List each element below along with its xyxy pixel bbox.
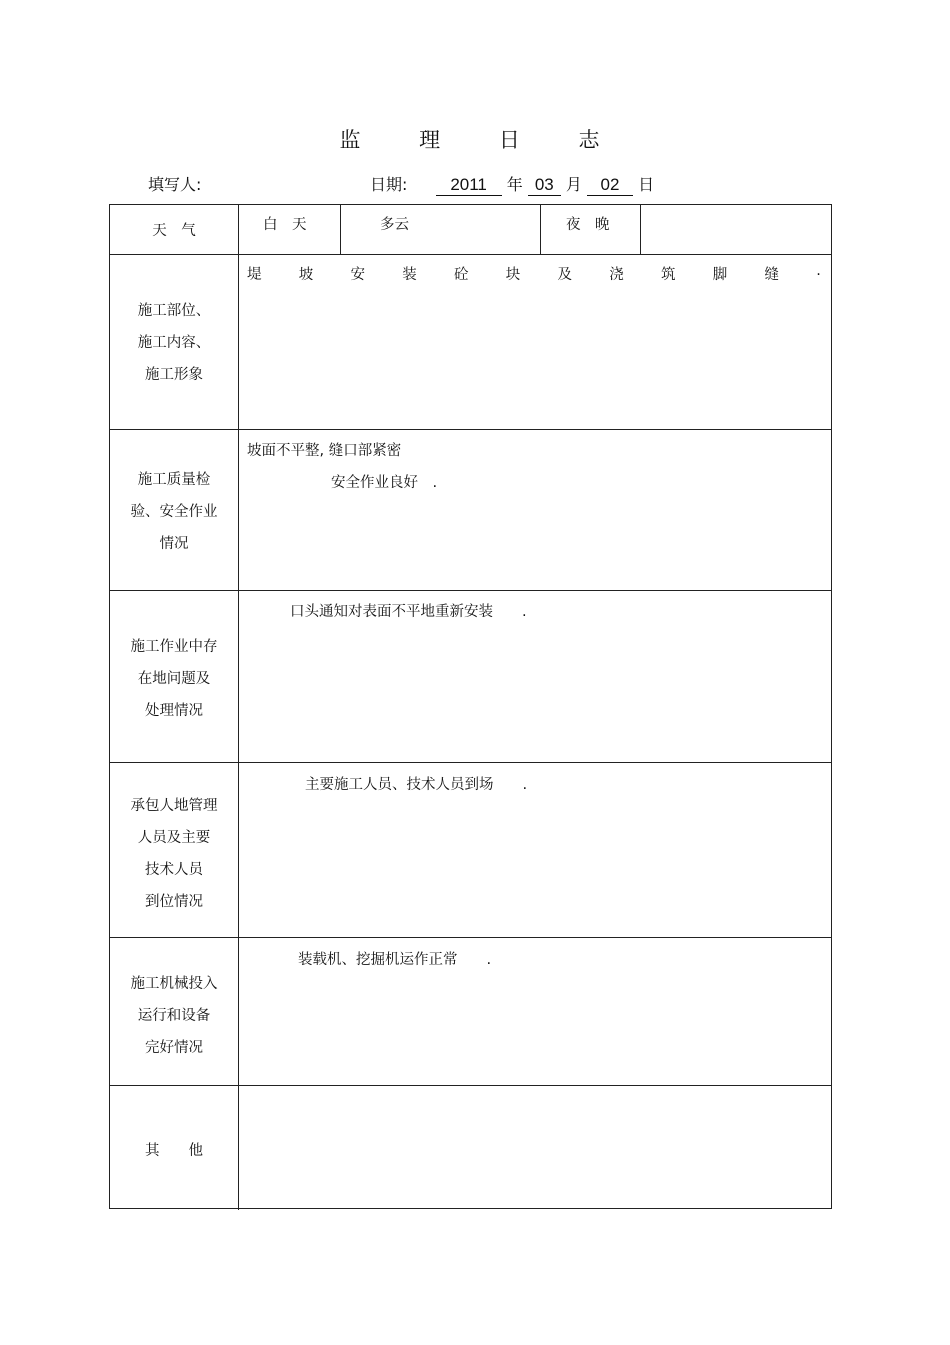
section-label-other: 其 他: [145, 1143, 203, 1159]
section-label-construction-site: 施工部位、 施工内容、 施工形象: [137, 303, 211, 383]
date-year[interactable]: 2011: [436, 175, 502, 196]
date-month[interactable]: 03: [528, 175, 561, 196]
row-divider: [110, 937, 831, 938]
section-content-personnel[interactable]: 主要施工人员、技术人员到场 .: [305, 777, 528, 793]
filler-label: 填写人:: [148, 175, 202, 194]
section-content-construction-site[interactable]: 堤 坡 安 装 砼 块 及 浇 筑 脚 缝 .: [247, 263, 821, 283]
row-divider: [110, 762, 831, 763]
label-column-divider: [238, 205, 239, 1210]
weather-label: 天 气: [152, 223, 196, 239]
section-content-quality-line-1[interactable]: 坡面不平整, 缝口部紧密: [247, 443, 402, 459]
weather-divider-2: [540, 205, 541, 254]
log-table: [109, 204, 832, 1209]
date-year-unit: 年: [506, 175, 523, 194]
section-content-quality-line-2[interactable]: 安全作业良好 .: [331, 475, 438, 491]
row-divider: [110, 590, 831, 591]
date-day[interactable]: 02: [587, 175, 633, 196]
weather-day-value[interactable]: 多云: [380, 217, 409, 233]
section-label-personnel: 承包人地管理 人员及主要 技术人员 到位情况: [130, 798, 218, 910]
row-divider: [110, 429, 831, 430]
weather-day-label: 白 天: [263, 217, 307, 233]
section-label-quality-safety: 施工质量检 验、安全作业 情况: [130, 472, 218, 552]
date-label: 日期:: [370, 175, 408, 194]
row-divider: [110, 254, 831, 255]
weather-divider-1: [340, 205, 341, 254]
section-content-issues[interactable]: 口头通知对表面不平地重新安装 .: [290, 604, 527, 620]
section-label-issues: 施工作业中存 在地问题及 处理情况: [130, 639, 218, 719]
row-divider: [110, 1085, 831, 1086]
section-label-equipment: 施工机械投入 运行和设备 完好情况: [130, 976, 218, 1056]
page-title: 监 理 日 志: [339, 128, 626, 152]
weather-divider-3: [640, 205, 641, 254]
weather-night-label: 夜 晚: [566, 217, 610, 233]
date-row: [370, 172, 654, 196]
date-day-unit: 日: [638, 175, 655, 194]
section-content-equipment[interactable]: 装载机、挖掘机运作正常 .: [298, 952, 492, 968]
section-content-other[interactable]: [247, 1097, 817, 1197]
date-month-unit: 月: [565, 175, 582, 194]
